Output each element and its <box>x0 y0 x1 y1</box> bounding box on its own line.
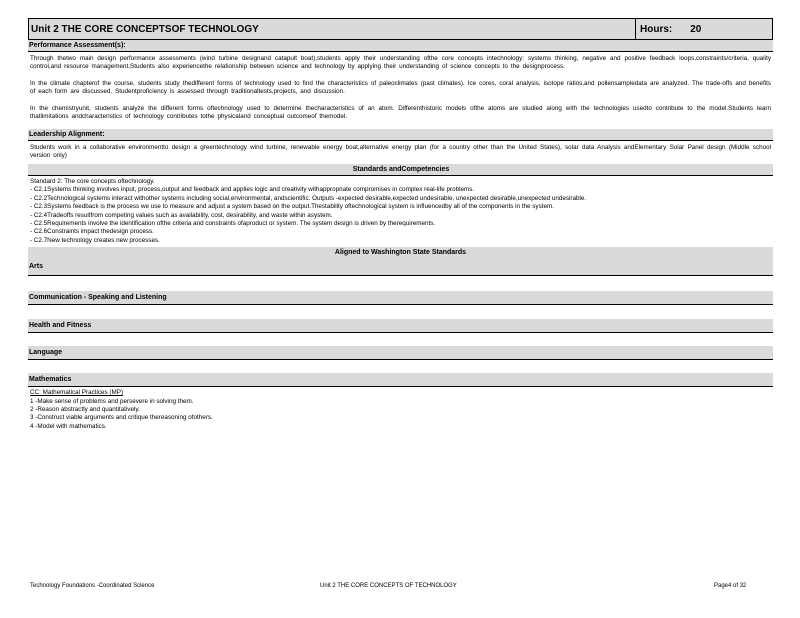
math-item: 1 -Make sense of problems and persevere in solving them. <box>30 397 194 405</box>
performance-paragraph-1: Through thetwo main design performance assessments (wind turbine designand catapult boat),students apply their understanding ofthe core concepts intechnology: systems thinking, negative and positive feedback loops,constraints/criteria, quality control,and resource management.Students also experiencethe relationship between science and technology by applying their understanding of science concepts to the designprocess. <box>30 55 771 70</box>
mathematics-heading: Mathematics <box>28 373 773 387</box>
math-item: 2 -Reason abstractly and quantitatively. <box>30 406 140 414</box>
standard-intro: Standard 2: The core concepts oftechnology. <box>30 178 155 185</box>
math-item: 3 -Construct viable arguments and critique thereasoning ofothers. <box>30 414 213 422</box>
standards-heading: Standards andCompetencies <box>28 164 773 176</box>
standards-list <box>30 178 771 245</box>
footer-left: Technology Foundations -Coordinated Science <box>30 583 155 589</box>
footer-page-number: Page4 of 32 <box>714 583 747 589</box>
document-page <box>28 18 773 431</box>
performance-heading: Performance Assessment(s): <box>28 40 773 52</box>
hours-cell <box>635 19 701 39</box>
health-heading: Health and Fitness <box>28 319 773 333</box>
arts-heading: Arts <box>29 263 44 271</box>
standard-item: - C2.7New technology creates new processes. <box>30 236 160 244</box>
hours-label: Hours: <box>640 23 673 35</box>
math-subheading: CC: Mathematical Practices (MP) <box>30 389 124 397</box>
footer-center: Unit 2 THE CORE CONCEPTS OF TECHNOLOGY <box>320 583 457 589</box>
standard-item: - C2.2Technological systems interact withother systems including social,environmental, andscientific. Outputs -expected desirable,expected undesirable, unexpected desirable,unexpected undesirable. <box>30 194 587 202</box>
performance-paragraph-3: In the chemistryunit, students analyze the different forms oftechnology used to determine thecharacteristics of an atom. Differenthistoric models ofthe atoms are studied along with the technologies usedto contribute to the model.Students learn thatlimitations andcharacteristics of technology contributes tothe physicaland conceptual outcomeof themodel. <box>30 105 771 120</box>
standard-item: - C2.6Constraints impact thedesign process. <box>30 228 154 236</box>
leadership-text: Students work in a collaborative environmentto design a greentechnology wind turbine, renewable energy boat,alternative energy plan (for a country other than the United States), solar data Analysis andElementary Solar Panel design (Middle school version only) <box>30 144 771 159</box>
math-item: 4 -Model with mathematics. <box>30 422 107 430</box>
leadership-heading: Leadership Alignment: <box>28 129 773 141</box>
language-heading: Language <box>28 346 773 360</box>
performance-paragraph-2: In the climate chapterof the course, students study thedifferent forms of technology used to find the characteristics of paleoclimates (past climates). Ice cores, coral analysis, isotope ratios,and pollensampledata are analyzed. The trade-offs and benefits of each form are discussed. Studentproficiency is assessed through traditionaltests,projects, and discussion. <box>30 80 771 95</box>
unit-header-bar <box>28 18 773 40</box>
standard-item: - C2.4Tradeoffs resultfrom competing values such as availability, cost, desirability, and waste within asystem. <box>30 211 333 219</box>
aligned-heading: Aligned to Washington State Standards <box>334 249 467 257</box>
aligned-block <box>28 247 773 276</box>
communication-heading: Communication - Speaking and Listening <box>28 291 773 305</box>
standard-item: - C2.3Systems feedback is the process we use to measure and adjust a system based on the output.Thestability oftechnological system is influencedby all of the components in the system. <box>30 203 554 211</box>
hours-value: 20 <box>690 23 702 35</box>
math-practices-list <box>30 389 771 431</box>
unit-title: Unit 2 THE CORE CONCEPTSOF TECHNOLOGY <box>31 23 259 35</box>
standard-item: - C2.1Systems thinking involves input, process,output and feedback and applies logic and creativity withappropriate compromises in complex real-life problems. <box>30 186 475 194</box>
standard-item: - C2.5Requirements involve the identification ofthe criteria and constraints ofaproduct or system. The system design is driven by therequirements. <box>30 220 436 228</box>
